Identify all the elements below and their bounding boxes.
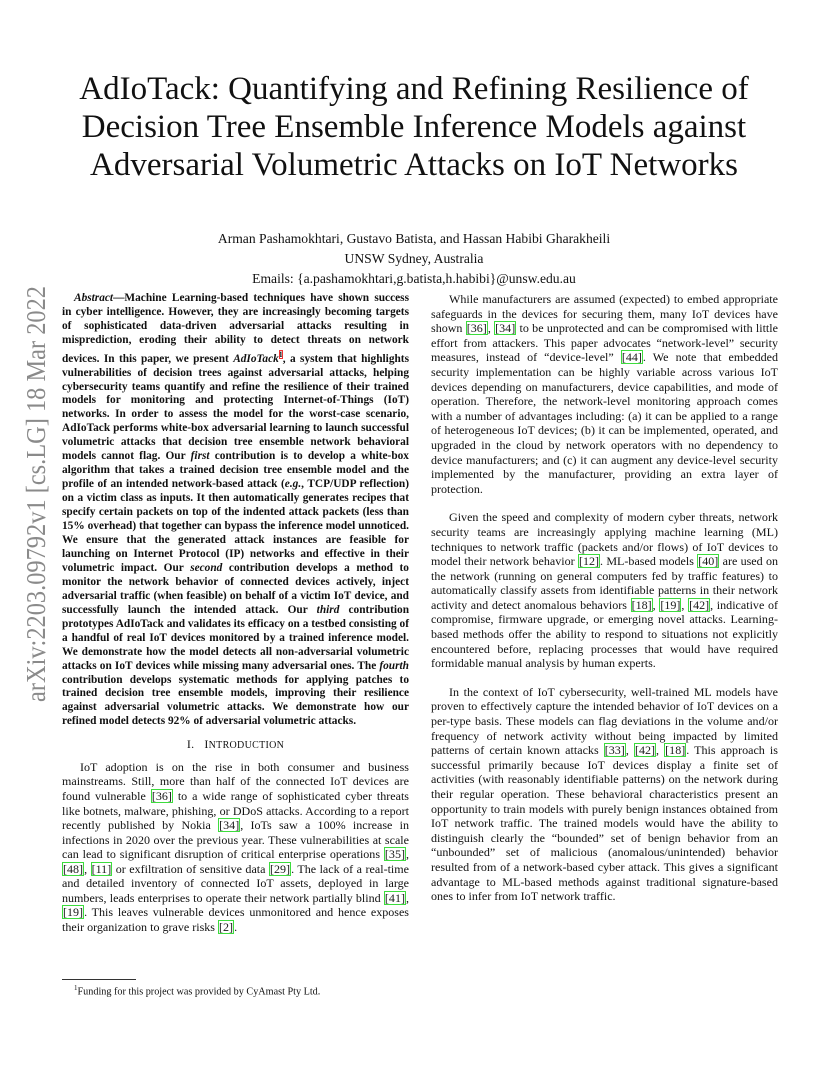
abstract-lead: Abstract	[74, 292, 114, 304]
citation-link[interactable]: [44]	[621, 350, 642, 365]
citation-link[interactable]: [19]	[660, 597, 681, 612]
citation-link[interactable]: [36]	[466, 321, 487, 336]
citation-link[interactable]: [29]	[270, 861, 291, 876]
citation-link[interactable]: [41]	[384, 890, 405, 905]
citation-link[interactable]: [2]	[219, 919, 234, 934]
citation-link[interactable]: [34]	[495, 321, 516, 336]
title-line: AdIoTack: Quantifying and Refining Resilience of	[79, 71, 749, 107]
citation-link[interactable]: [12]	[578, 554, 600, 569]
title-line: Adversarial Volumetric Attacks on IoT Networks	[90, 147, 738, 183]
abstract: Abstract—Machine Learning-based techniques have shown success in cyber intelligence. However, they are increasingly becoming targets of sophisticated data-driven adversarial attacks resulting in misprediction, eroding their ability to detect threats on network devices. In this paper, we present AdIoTack$^1$, a system that highlights vulnerabilities of decision trees against adversarial attacks, helping cybersecurity teams quantify and refine the resilience of their trained models for monitoring and protecting Internet-of-Things (IoT) networks. In order to assess the model for the worst-case scenario, AdIoTack performs white-box adversarial learning to launch successful volumetric attacks that decision tree ensemble network behavioral models cannot flag. Our first contribution is to develop a white-box algorithm that takes a trained decision tree ensemble model and the profile of an intended network-based attack (e.g., TCP/UDP reflection) on a victim class as inputs. It then automatically generates recipes that specify certain packets on top of the indented attack packets (less than 15% overhead) that together can bypass the inference model unnoticed. We ensure that the generated attack instances are feasible for launching on Internet Protocol (IP) networks and effective in their volumetric impact. Our second contribution develops a method to monitor the network behavior of connected devices actively, inject adversarial traffic (when feasible) on behalf of a victim IoT device, and successfully launch the intended attack. Our third contribution prototypes AdIoTack and validates its efficacy on a testbed consisting of a handful of real IoT devices monitored by a trained inference model. We demonstrate how the model detects all non-adversarial volumetric attacks on IoT devices while missing many adversarial ones. The fourth contribution develops systematic methods for applying patches to trained decision tree ensemble models, improving their resilience against adversarial volumetric attacks. We demonstrate how our refined model detects 92% of adversarial volumetric attacks.	[62, 292, 410, 728]
author-names: Arman Pashamokhtari, Gustavo Batista, and Hassan Habibi Gharakheili	[217, 231, 611, 246]
citation-link[interactable]: [36]	[151, 788, 172, 803]
footnote: $^1$Funding for this project was provided by CyAmast Pty Ltd.	[74, 984, 321, 998]
intro-paragraph: IoT adoption is on the rise in both consumer and business mainstreams. Still, more than half of the connected IoT devices are found vulnerable [36] to a wide range of sophisticated cyber threats like botnets, malware, phishing, or DDoS attacks. According to a report recently published by Nokia [34], IoTs saw a 100% increase in infections in 2020 over the previous year. These vulnerabilities at scale can lead to significant disruption of critical enterprise operations [35], [48], [11] or exfiltration of sensitive data [29]. The lack of a real-time and detailed inventory of connected IoT assets, deployed in large numbers, leads enterprises to operate their network partially blind [41], [19]. This leaves vulnerable devices unmonitored and hence exposes their organization to grave risks [2].	[62, 759, 409, 934]
section-heading: I. INTRODUCTION	[186, 737, 285, 752]
citation-link[interactable]: [48]	[63, 861, 84, 876]
author-emails: Emails: {a.pashamokhtari,g.batista,h.habibi}@unsw.edu.au	[252, 271, 576, 286]
citation-link[interactable]: [34]	[219, 818, 240, 833]
citation-link[interactable]: [18]	[665, 743, 686, 758]
citation-link[interactable]: [11]	[91, 861, 112, 876]
affiliation: UNSW Sydney, Australia	[344, 251, 484, 266]
paper-title	[40, 70, 788, 184]
body-paragraph: In the context of IoT cybersecurity, well-trained ML models have proven to effectively capture the intended behavior of IoT devices on a per-type basis. These models can flag deviations in the volume and/or frequency of network activity without being impacted by limited patterns of certain known attacks [33], [42], [18]. This approach is successful primarily because IoT devices display a finite set of activities (with reasonably identifiable patterns) on the network during their regular operation. These behavioral characteristics present an opportunity to train models with purely benign instances obtained from IoT network traffic. The trained models would have the ability to distinguish clearly the “bounded” set of benign behavior from an “unbounded” set of malicious (anomalous/unintended) behavior resulted from of a network-based cyber attack. This gives a significant advantage to ML-based methods against traditional signature-based ones to infer from IoT network traffic.	[431, 684, 778, 904]
citation-link[interactable]: [42]	[689, 597, 710, 612]
author-block	[0, 229, 828, 289]
arxiv-stamp	[8, 284, 58, 702]
citation-link[interactable]: [18]	[631, 597, 652, 612]
body-paragraph: Given the speed and complexity of modern cyber threats, network security teams are increasingly applying machine learning (ML) techniques to network traffic (packets and/or flows) of IoT devices to model their network behavior [12]. ML-based models [40] are used on the network (running on general computers fed by traffic features) to automatically classify assets from identifiable patterns in their network activity and detect anomalous behaviors [18], [19], [42], indicative of compromise, firmware upgrade, or emerging novel attacks. Learning-based methods offer the ability to respond to situations not explicitly encountered before, replacing processes that would have required formidable manual analysis by human experts.	[431, 510, 779, 671]
right-column	[431, 292, 778, 904]
left-column	[62, 292, 409, 934]
footnote-rule	[62, 979, 136, 980]
title-line: Decision Tree Ensemble Inference Models against	[81, 109, 747, 145]
citation-link[interactable]: [40]	[698, 554, 719, 569]
citation-link[interactable]: [33]	[604, 743, 625, 758]
citation-link[interactable]: [19]	[63, 905, 84, 920]
body-paragraph: While manufacturers are assumed (expected) to embed appropriate safeguards in the devices for securing them, many IoT devices have shown [36], [34] to be unprotected and can be compromised with little effort from attackers. This paper advocates “network-level” security measures, instead of “device-level” [44]. We note that embedded security implementation can be highly variable across various IoT devices depending on manufacturers, device capabilities, and mode of operation. Therefore, the network-level monitoring approach comes with a number of advantages including: (a) it can be applied to a range of heterogeneous IoT devices; (b) it can be implemented, operated, and upgraded in the cloud by network operators with no dependency to device manufacturers; and (c) it can augment any device-level security implemented by the manufacturer, providing an extra layer of protection.	[431, 292, 779, 496]
citation-link[interactable]: [42]	[634, 743, 656, 758]
citation-link[interactable]: [35]	[384, 847, 405, 862]
footnote-ref[interactable]: 1	[278, 349, 283, 359]
system-name: AdIoTack	[233, 352, 279, 365]
arxiv-stamp-text: arXiv:2203.09792v1 [cs.LG] 18 Mar 2022	[20, 284, 51, 702]
